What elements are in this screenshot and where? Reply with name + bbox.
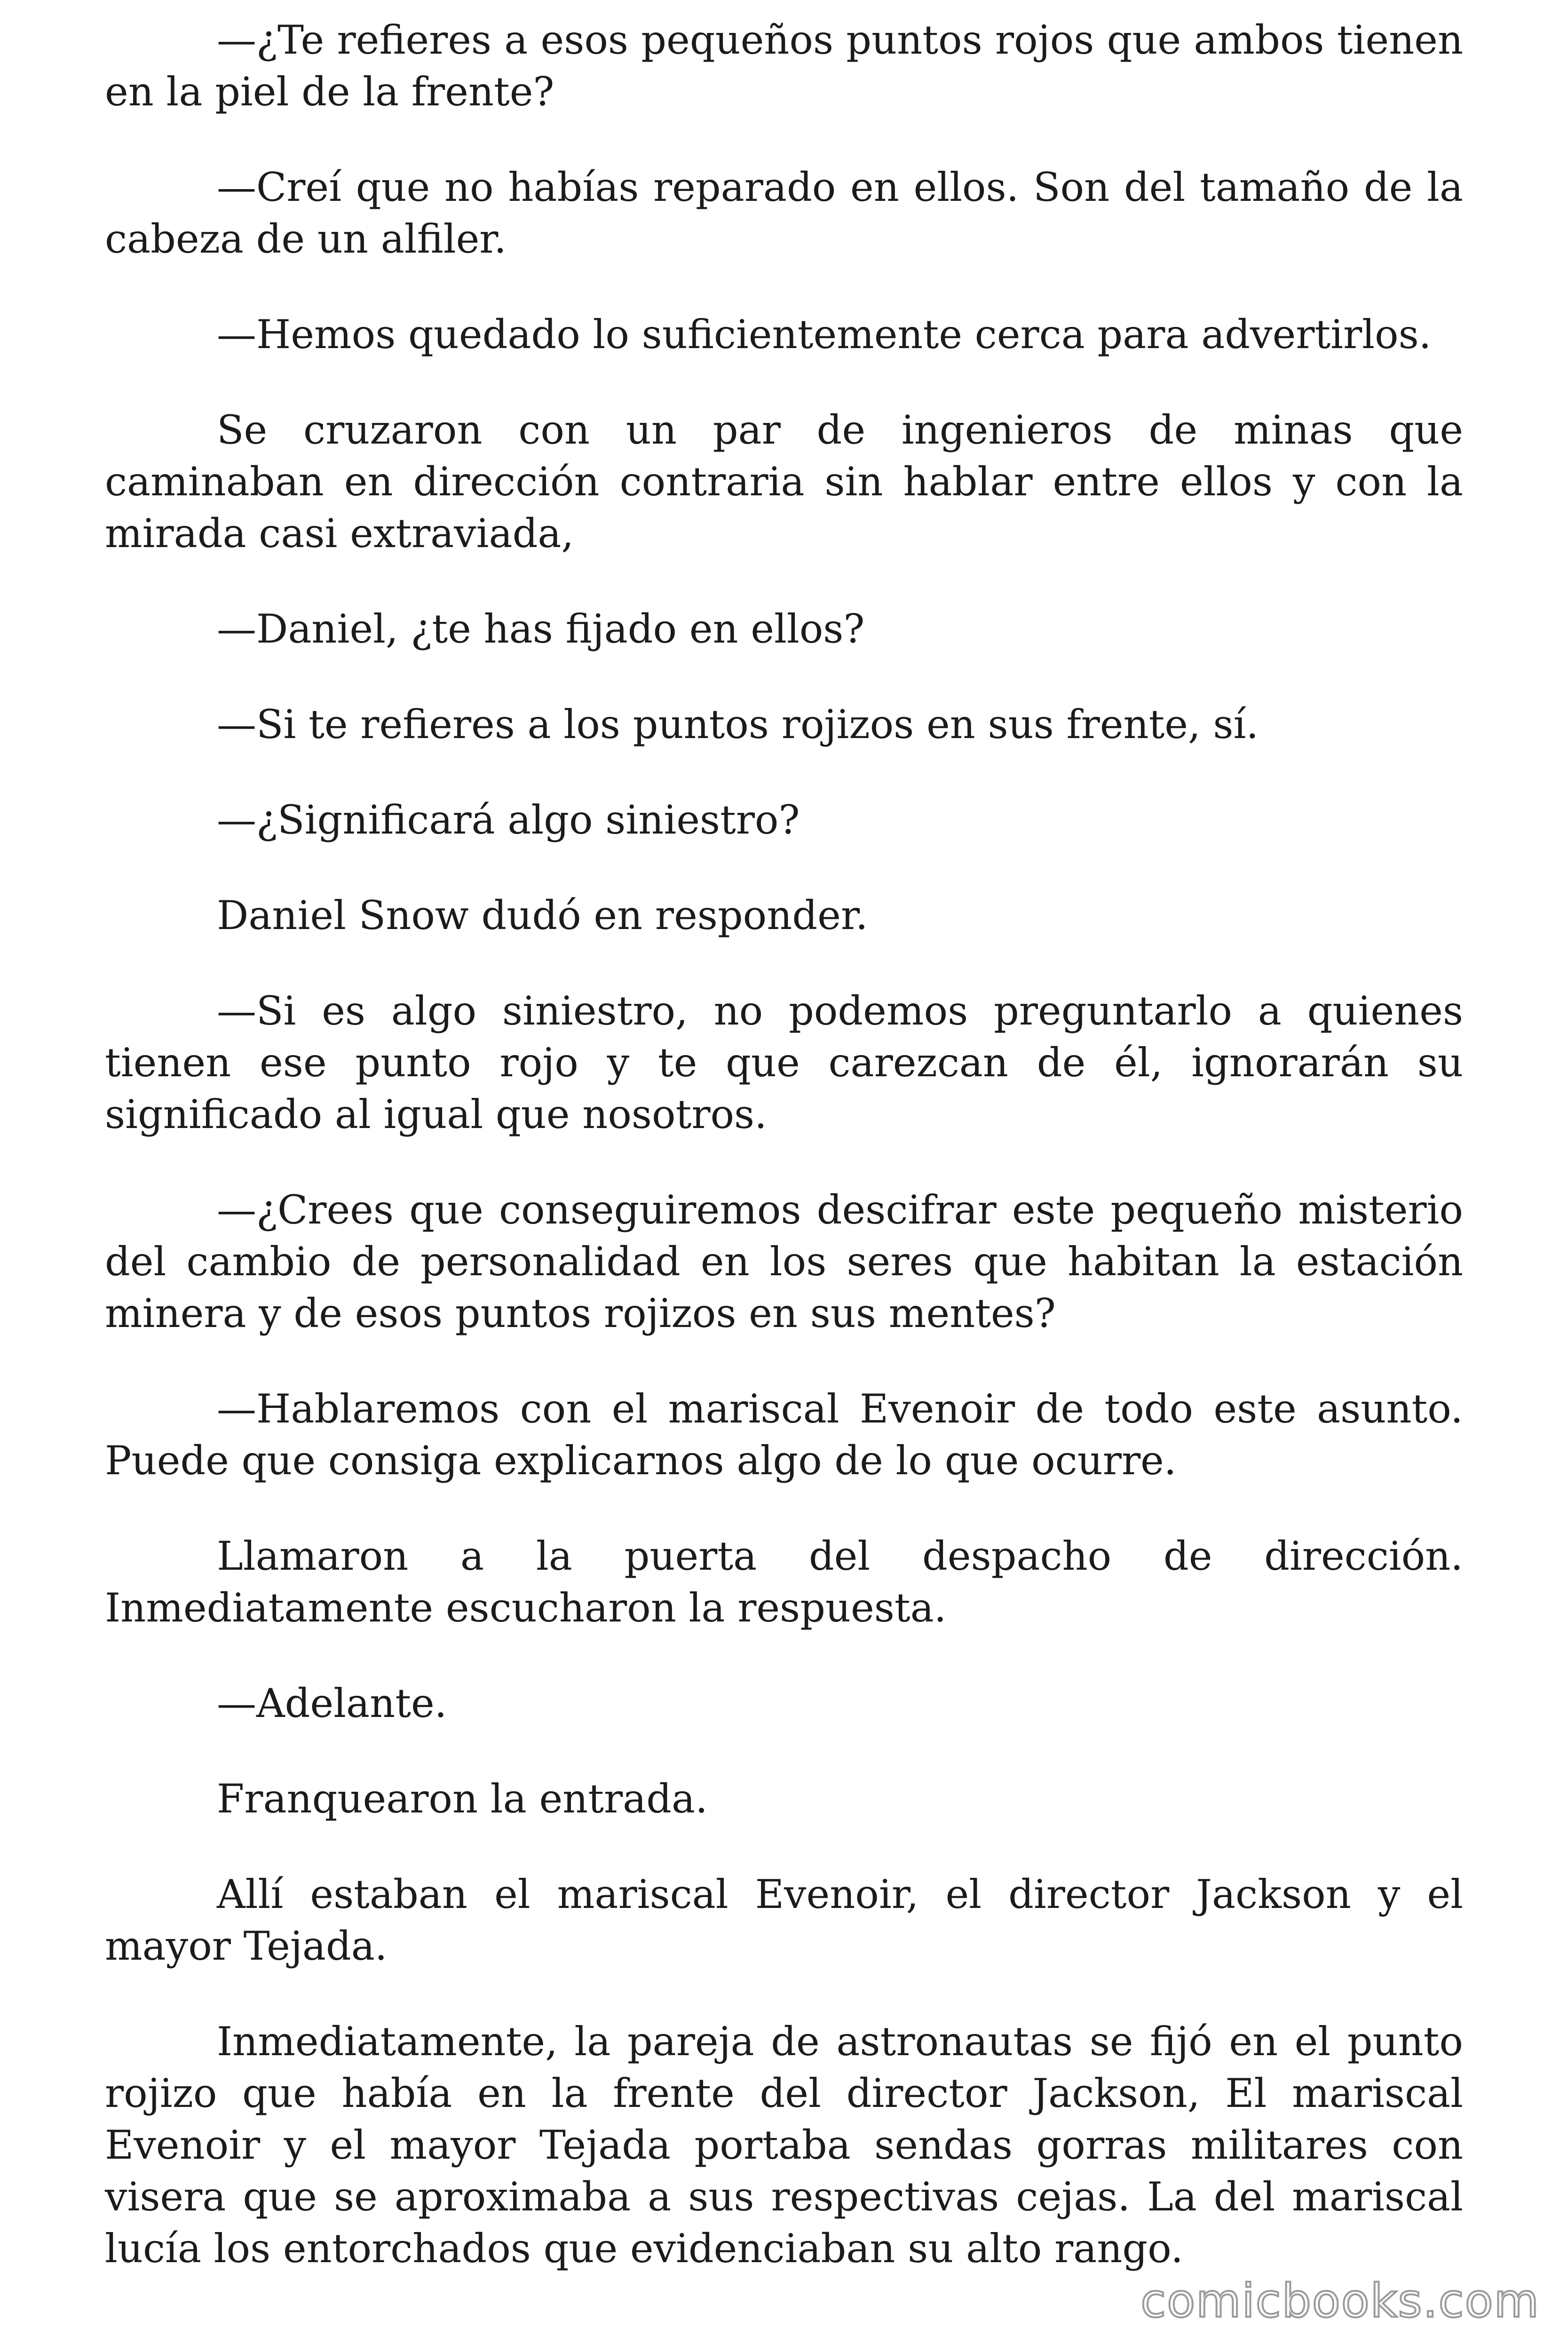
paragraph: —¿Te refieres a esos pequeños puntos rojos que ambos tienen en la piel de la frente? <box>105 17 1463 115</box>
paragraph: Inmediatamente, la pareja de astronautas se fijó en el punto rojizo que había en la frente del director Jackson, El mariscal Evenoir y el mayor Tejada portaba sendas gorras militares con visera que se aproximaba a sus respectivas cejas. La del mariscal lucía los entorchados que evidenciaban su alto rango. <box>105 2018 1463 2272</box>
paragraph: —Si es algo siniestro, no podemos preguntarlo a quienes tienen ese punto rojo y te que carezcan de él, ignorarán su significado al igual que nosotros. <box>105 988 1463 1137</box>
paragraph: —Creí que no habías reparado en ellos. Son del tamaño de la cabeza de un alfiler. <box>105 164 1463 262</box>
paragraph: —¿Crees que conseguiremos descifrar este pequeño misterio del cambio de personalidad en los seres que habitan la estación minera y de esos puntos rojizos en sus mentes? <box>105 1187 1463 1336</box>
paragraph: Allí estaban el mariscal Evenoir, el director Jackson y el mayor Tejada. <box>105 1871 1463 1969</box>
paragraph: —Daniel, ¿te has fijado en ellos? <box>217 606 865 652</box>
paragraph: Llamaron a la puerta del despacho de dirección. Inmediatamente escucharon la respuesta. <box>105 1533 1463 1631</box>
paragraph: —Adelante. <box>217 1680 447 1726</box>
document-page <box>105 14 1463 2318</box>
paragraph: —Si te refieres a los puntos rojizos en sus frente, sí. <box>217 701 1259 747</box>
paragraph: Daniel Snow dudó en responder. <box>217 892 868 938</box>
paragraph: —¿Significará algo siniestro? <box>217 797 800 843</box>
paragraph: Se cruzaron con un par de ingenieros de minas que caminaban en dirección contraria sin hablar entre ellos y con la mirada casi extraviada, <box>105 407 1463 556</box>
watermark: comicbooks.com <box>1140 2274 1540 2328</box>
paragraph: —Hablaremos con el mariscal Evenoir de todo este asunto. Puede que consiga explicarnos algo de lo que ocurre. <box>105 1386 1463 1484</box>
paragraph: —Hemos quedado lo suficientemente cerca para advertirlos. <box>217 311 1432 358</box>
paragraph: Franquearon la entrada. <box>217 1776 708 1822</box>
